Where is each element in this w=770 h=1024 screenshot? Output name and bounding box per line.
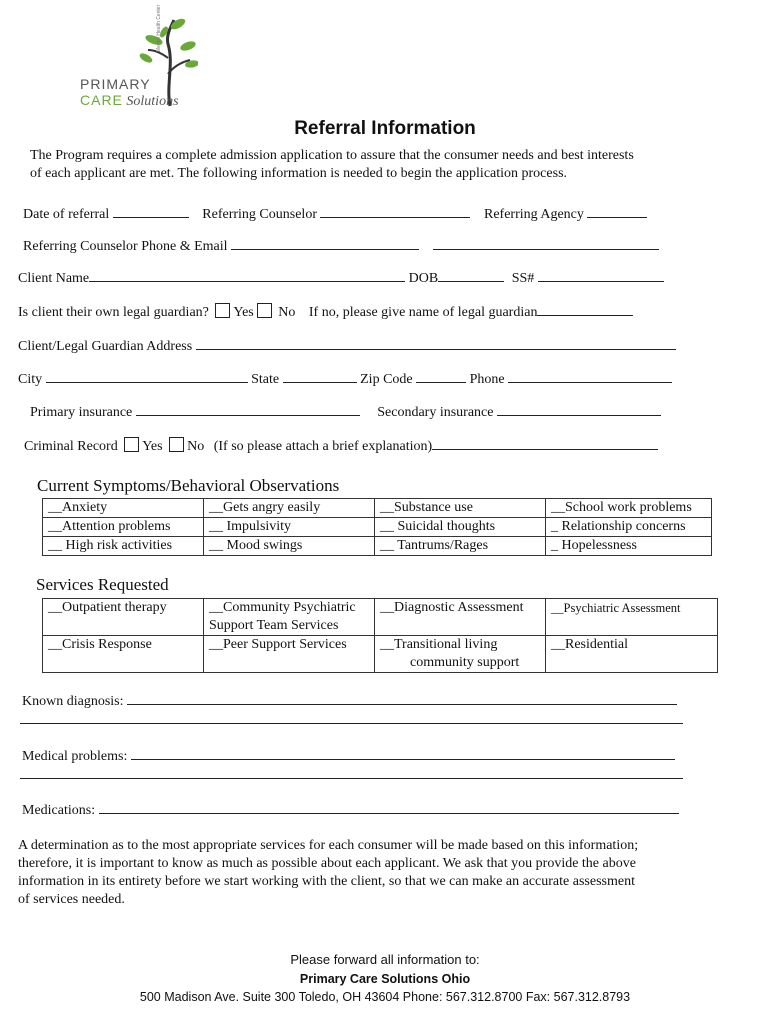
medications-label: Medications: [22, 803, 96, 818]
insurance-row [30, 401, 661, 421]
service-peer-support[interactable]: __Peer Support Services [204, 636, 375, 673]
date-of-referral-label: Date of referral [23, 207, 110, 222]
symptom-tantrums[interactable]: __ Tantrums/Rages [375, 537, 546, 556]
criminal-note: (If so please attach a brief explanation) [213, 439, 433, 454]
closing-line: A determination as to the most appropriate services for each consumer will be made based on this information; [18, 838, 639, 853]
zip-field[interactable] [416, 368, 466, 383]
client-row [18, 267, 664, 287]
footer-address: 500 Madison Ave. Suite 300 Toledo, OH 43604 Phone: 567.312.8700 Fax: 567.312.8793 [139, 990, 631, 1004]
criminal-no-checkbox[interactable] [169, 437, 184, 452]
symptom-hopelessness[interactable]: _ Hopelessness [546, 537, 712, 556]
service-residential[interactable]: __Residential [546, 636, 718, 673]
service-community-psychiatric-line2: Support Team Services [209, 618, 339, 633]
medical-problems-extra-line[interactable] [20, 778, 683, 779]
address-row [18, 335, 676, 355]
medical-problems-label: Medical problems: [22, 749, 128, 764]
symptom-gets-angry[interactable]: __Gets angry easily [204, 499, 375, 518]
medications-row [22, 799, 679, 819]
city-row [18, 368, 672, 388]
symptom-attention[interactable]: __Attention problems [43, 518, 204, 537]
services-table [42, 598, 718, 673]
symptom-impulsivity[interactable]: __ Impulsivity [204, 518, 375, 537]
closing-line: of services needed. [18, 892, 125, 907]
known-diagnosis-extra-line[interactable] [20, 723, 683, 724]
guardian-yes-checkbox[interactable] [215, 303, 230, 318]
client-name-field[interactable] [89, 267, 405, 282]
symptom-relationship[interactable]: _ Relationship concerns [546, 518, 712, 537]
symptom-anxiety[interactable]: __Anxiety [43, 499, 204, 518]
known-diagnosis-row [22, 690, 677, 710]
logo [78, 4, 198, 116]
primary-insurance-label: Primary insurance [30, 405, 133, 420]
counselor-phone-field[interactable] [231, 235, 419, 250]
table-row [43, 499, 712, 518]
guardian-no-checkbox[interactable] [257, 303, 272, 318]
page-title: Referral Information [294, 118, 476, 139]
service-diagnostic[interactable]: __Diagnostic Assessment [375, 599, 546, 636]
symptom-suicidal[interactable]: __ Suicidal thoughts [375, 518, 546, 537]
counselor-phone-email-label: Referring Counselor Phone & Email [23, 239, 228, 254]
footer-org: Primary Care Solutions Ohio [299, 972, 471, 986]
table-row [43, 537, 712, 556]
criminal-no-label: No [187, 439, 205, 454]
phone-field[interactable] [508, 368, 672, 383]
logo-solutions: Solutions [126, 94, 179, 109]
service-transitional-line1: __Transitional living [380, 637, 498, 652]
closing-paragraph [18, 837, 638, 909]
criminal-yes-label: Yes [142, 439, 163, 454]
medical-problems-field[interactable] [131, 745, 675, 760]
state-label: State [251, 372, 280, 387]
table-row [43, 518, 712, 537]
logo-care: CARE [80, 92, 123, 108]
services-heading: Services Requested [36, 575, 169, 594]
counselor-contact-row [23, 235, 659, 255]
legal-guardian-question: Is client their own legal guardian? [18, 305, 209, 320]
client-name-label: Client Name [18, 271, 90, 286]
primary-insurance-field[interactable] [136, 401, 360, 416]
legal-guardian-name-field[interactable] [537, 301, 633, 316]
zip-label: Zip Code [360, 372, 413, 387]
phone-label: Phone [469, 372, 505, 387]
closing-line: therefore, it is important to know as much as possible about each applicant. We ask that you provide the above [18, 856, 636, 871]
date-of-referral-field[interactable] [113, 203, 189, 218]
referral-row [23, 203, 647, 223]
criminal-explanation-field[interactable] [432, 435, 658, 450]
symptoms-table [42, 498, 712, 556]
service-transitional-line2: community support [410, 655, 520, 670]
footer-forward: Please forward all information to: [290, 952, 480, 967]
referring-counselor-field[interactable] [320, 203, 470, 218]
medications-field[interactable] [99, 799, 679, 814]
intro-line: of each applicant are met. The following information is needed to begin the application process. [30, 166, 568, 181]
closing-line: information in its entirety before we start working with the client, so that we can make an accurate assessment [18, 874, 635, 889]
service-crisis[interactable]: __Crisis Response [43, 636, 204, 673]
referring-agency-label: Referring Agency [483, 207, 584, 222]
known-diagnosis-label: Known diagnosis: [22, 694, 124, 709]
guardian-yes-label: Yes [233, 305, 254, 320]
symptom-school-work[interactable]: __School work problems [546, 499, 712, 518]
service-transitional[interactable] [375, 636, 546, 673]
known-diagnosis-field[interactable] [127, 690, 677, 705]
table-row [43, 599, 718, 636]
symptom-high-risk[interactable]: __ High risk activities [43, 537, 204, 556]
criminal-row [24, 435, 658, 455]
symptom-mood-swings[interactable]: __ Mood swings [204, 537, 375, 556]
legal-guardian-name-label: If no, please give name of legal guardian [308, 305, 538, 320]
service-community-psychiatric[interactable] [204, 599, 375, 636]
criminal-record-label: Criminal Record [24, 439, 118, 454]
referring-counselor-label: Referring Counselor [202, 207, 317, 222]
table-row [43, 636, 718, 673]
logo-primary: PRIMARY [80, 76, 151, 92]
intro-line: The Program requires a complete admission application to assure that the consumer needs and best interests [30, 148, 634, 163]
counselor-email-field[interactable] [433, 235, 659, 250]
city-label: City [18, 372, 43, 387]
secondary-insurance-field[interactable] [497, 401, 661, 416]
ss-label: SS# [511, 271, 535, 286]
dob-field[interactable] [438, 267, 504, 282]
city-field[interactable] [46, 368, 248, 383]
service-psychiatric-assessment[interactable]: __Psychiatric Assessment [546, 599, 718, 636]
guardian-no-label: No [278, 305, 296, 320]
symptoms-heading: Current Symptoms/Behavioral Observations [37, 476, 340, 495]
state-field[interactable] [283, 368, 357, 383]
symptom-substance-use[interactable]: __Substance use [375, 499, 546, 518]
service-outpatient[interactable]: __Outpatient therapy [43, 599, 204, 636]
ss-field[interactable] [538, 267, 664, 282]
logo-vertical-text: Mental Health Center [156, 4, 162, 52]
address-label: Client/Legal Guardian Address [18, 339, 193, 354]
secondary-insurance-label: Secondary insurance [377, 405, 494, 420]
service-community-psychiatric-line1: __Community Psychiatric [209, 600, 356, 615]
criminal-yes-checkbox[interactable] [124, 437, 139, 452]
referring-agency-field[interactable] [587, 203, 647, 218]
medical-problems-row [22, 745, 675, 765]
dob-label: DOB [408, 271, 439, 286]
address-field[interactable] [196, 335, 676, 350]
guardian-row [18, 301, 633, 321]
